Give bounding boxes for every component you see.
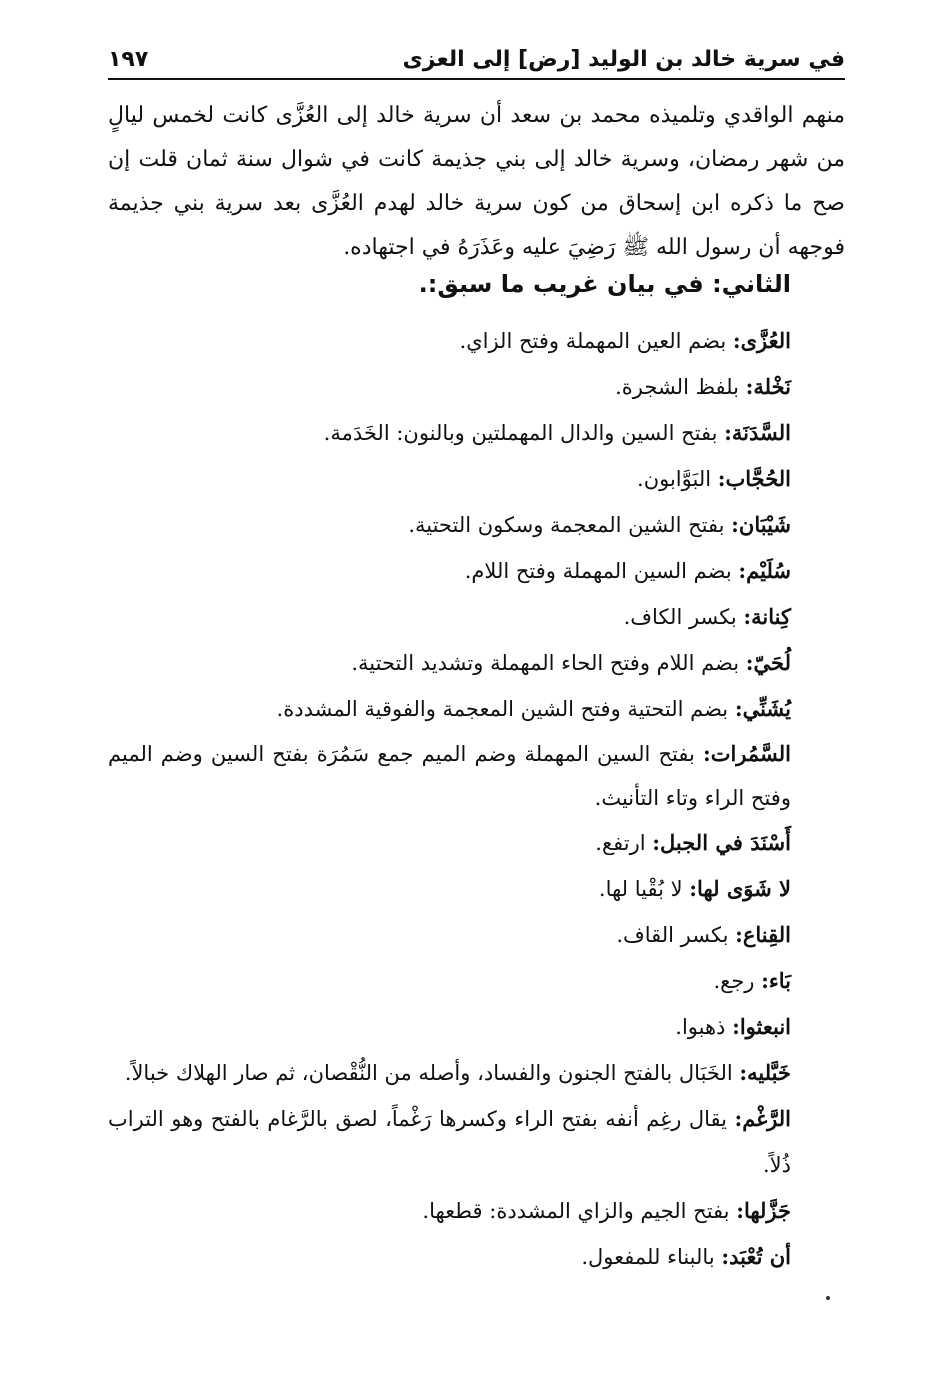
section-title: الثاني: في بيان غريب ما سبق:. <box>418 270 791 298</box>
glossary-entry <box>108 1004 845 1050</box>
glossary-entry <box>108 820 845 866</box>
glossary-entry <box>108 456 845 502</box>
glossary-entry <box>108 1050 845 1096</box>
glossary-definition: بكسر الكاف. <box>623 605 744 629</box>
glossary-list <box>108 318 845 1280</box>
glossary-definition: بضم السين المهملة وفتح اللام. <box>464 559 739 583</box>
glossary-term: القِناع: <box>735 922 791 947</box>
page-header <box>108 36 845 80</box>
glossary-term: أن تُعْبَد: <box>721 1244 791 1269</box>
glossary-definition: بضم العين المهملة وفتح الزاي. <box>459 329 733 353</box>
glossary-definition: بضم التحتية وفتح الشين المعجمة والفوقية المشددة. <box>276 697 735 721</box>
glossary-term: لا شَوَى لها: <box>689 876 791 901</box>
glossary-definition: بفتح السين المهملة وضم الميم جمع سَمُرَة بفتح السين وضم الميم وفتح الراء وتاء التأنيث. <box>108 742 791 810</box>
opening-paragraph: منهم الواقدي وتلميذه محمد بن سعد أن سرية خالد إلى العُزَّى كانت لخمس ليالٍ من شهر رمضان، وسرية خالد إلى بني جذيمة كانت في شوال سنة ثمان قلت إن صح ما ذكره ابن إسحاق من كون سرية خالد لهدم العُزَّى بعد سرية بني جذيمة فوجهه أن رسول الله ﷺ رَضِيَ عليه وعَذَرَهُ في اجتهاده. <box>108 103 845 260</box>
glossary-definition: البَوَّابون. <box>637 467 718 491</box>
glossary-entry <box>108 410 845 456</box>
glossary-entry <box>108 318 845 364</box>
glossary-entry <box>108 1188 845 1234</box>
glossary-term: يُشَنِّي: <box>734 696 791 721</box>
glossary-term: بَاء: <box>761 968 791 993</box>
glossary-term: أَسْنَدَ في الجبل: <box>652 830 791 855</box>
glossary-definition: ذهبوا. <box>675 1015 733 1039</box>
glossary-entry <box>108 958 845 1004</box>
glossary-definition: بالبناء للمفعول. <box>581 1245 722 1269</box>
glossary-term: سُلَيْم: <box>738 558 791 583</box>
glossary-term: لُحَيّ: <box>745 650 791 675</box>
glossary-definition: بفتح الشين المعجمة وسكون التحتية. <box>408 513 732 537</box>
glossary-definition: بفتح السين والدال المهملتين وبالنون: الخَدَمة. <box>323 421 725 445</box>
glossary-entry <box>108 866 845 912</box>
glossary-entry <box>108 594 845 640</box>
glossary-definition: لا بُقْيا لها. <box>598 877 690 901</box>
glossary-term: شَيْبَان: <box>731 512 791 537</box>
glossary-term: انبعثوا: <box>732 1014 791 1039</box>
glossary-term: خَبَّليه: <box>739 1060 791 1085</box>
glossary-entry <box>108 686 845 732</box>
glossary-term: السَّدَنَة: <box>724 420 791 445</box>
glossary-term: كِنانة: <box>743 604 791 629</box>
glossary-definition: بلفظ الشجرة. <box>615 375 746 399</box>
glossary-definition: بفتح الجيم والزاي المشددة: قطعها. <box>422 1199 737 1223</box>
glossary-definition: بكسر القاف. <box>616 923 736 947</box>
running-title: في سرية خالد بن الوليد [رض] إلى العزى <box>402 47 845 72</box>
glossary-term: الحُجَّاب: <box>717 466 791 491</box>
glossary-definition: الخَبَال بالفتح الجنون والفساد، وأصله من النُّقْصان، ثم صار الهلاك خبالاً. <box>124 1061 740 1085</box>
glossary-entry <box>108 732 845 820</box>
glossary-term: الرَّغْم: <box>734 1106 791 1131</box>
glossary-entry <box>108 548 845 594</box>
glossary-term: نَخْلة: <box>745 374 791 399</box>
glossary-term: السَّمُرات: <box>702 741 791 766</box>
glossary-entry <box>108 640 845 686</box>
glossary-term: العُزَّى: <box>732 328 791 353</box>
glossary-term: جَزَّلها: <box>736 1198 791 1223</box>
glossary-entry <box>108 364 845 410</box>
glossary-definition: يقال رغِم أنفه بفتح الراء وكسرها رَغْماً، لصق بالرَّغام بالفتح وهو التراب ذُلاً. <box>108 1107 791 1177</box>
glossary-definition: رجع. <box>713 969 762 993</box>
page-number: ١٩٧ <box>108 47 149 72</box>
glossary-entry <box>108 912 845 958</box>
glossary-entry <box>108 1096 845 1188</box>
glossary-definition: ارتفع. <box>595 831 653 855</box>
glossary-entry <box>108 502 845 548</box>
glossary-definition: بضم اللام وفتح الحاء المهملة وتشديد التحتية. <box>351 651 746 675</box>
glossary-entry <box>108 1234 845 1280</box>
ink-dot <box>826 1296 830 1300</box>
